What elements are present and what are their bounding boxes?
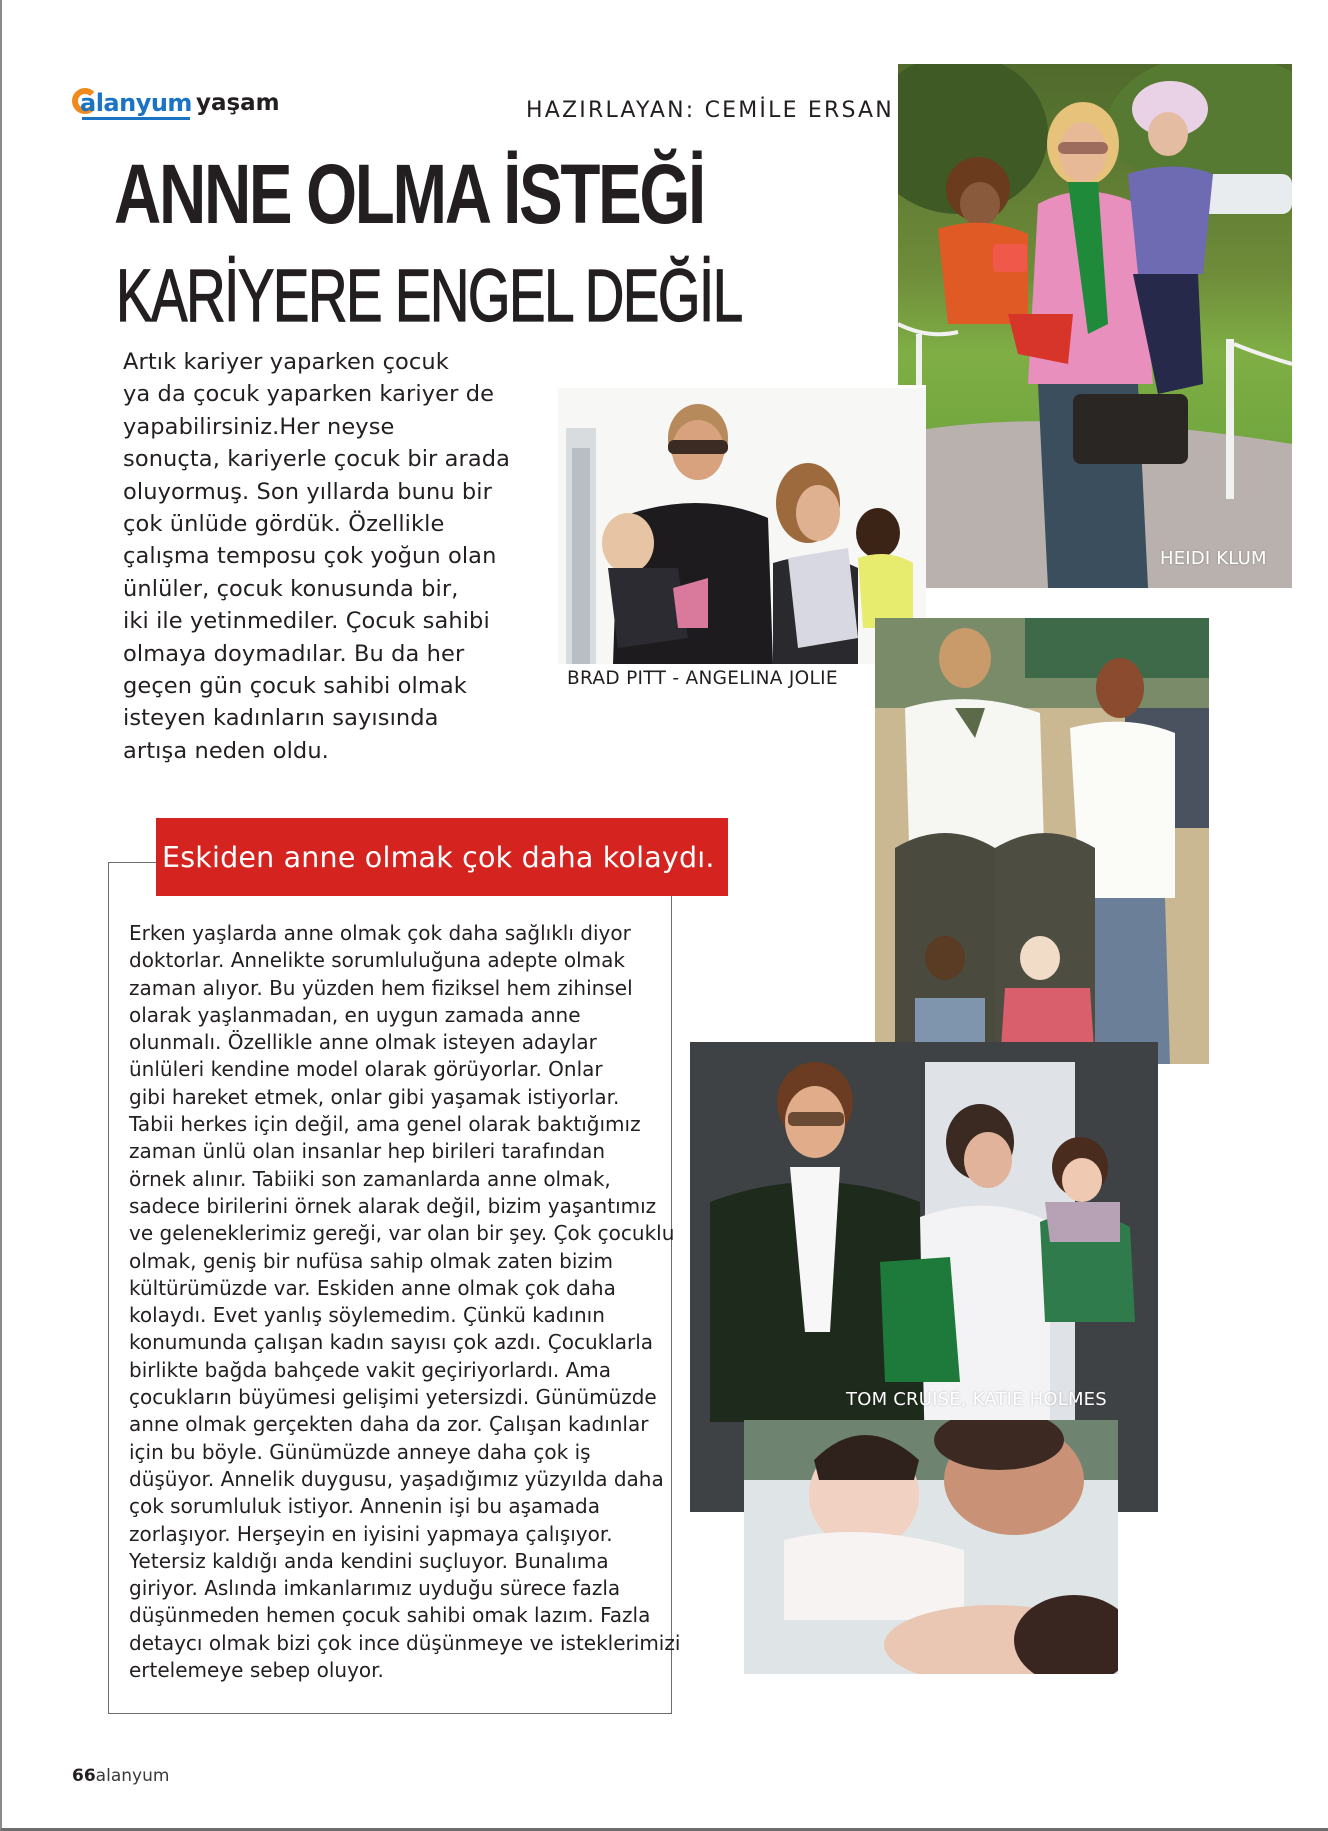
photo-brad-angelina-2 [875, 618, 1209, 1064]
article-line: ve geleneklerimiz gereği, var olan bir şey. Çok çocuklu [129, 1221, 675, 1246]
article-line: olunmalı. Özellikle anne olmak isteyen adaylar [129, 1030, 597, 1055]
section-name: yaşam [195, 90, 280, 116]
intro-line: artışa neden oldu. [123, 737, 329, 764]
article-line: zaman alıyor. Bu yüzden hem fiziksel hem zihinsel [129, 975, 633, 1000]
article-line: için bu böyle. Günümüzde anneye daha çok iş [129, 1439, 591, 1464]
intro-line: Artık kariyer yaparken çocuk [123, 349, 449, 375]
article-banner-text: Eskiden anne olmak çok daha kolaydı. [162, 840, 715, 874]
photo-heidi-klum [898, 64, 1292, 588]
article-box-corner [108, 862, 158, 863]
intro-line: olmaya doymadılar. Bu da her [123, 640, 465, 667]
article-body [129, 920, 681, 1684]
photo-icon [898, 64, 1292, 588]
article-line: gibi hareket etmek, onlar gibi yaşamak istiyorlar. [129, 1084, 620, 1109]
byline: HAZIRLAYAN: CEMİLE ERSAN [526, 98, 894, 123]
headline-line-1: ANNE OLMA İSTEĞİ [114, 147, 704, 241]
intro-line: çok ünlüde gördük. Özellikle [123, 511, 445, 538]
article-line: Erken yaşlarda anne olmak çok daha sağlıklı diyor [129, 921, 631, 945]
page-number: 66 [72, 1766, 96, 1786]
photo-caption-tom: TOM CRUISE, KATIE HOLMES [846, 1389, 1107, 1410]
intro-line: ya da çocuk yaparken kariyer de [123, 381, 495, 408]
article-line: Tabii herkes için değil, ama genel olarak baktığımız [129, 1112, 641, 1137]
intro-line: çalışma temposu çok yoğun olan [123, 543, 497, 570]
article-line: birlikte bağda bahçede vakit geçiriyorlardı. Ama [129, 1357, 612, 1382]
article-line: konumunda çalışan kadın sayısı çok azdı. Çocuklarla [129, 1330, 654, 1355]
headline-line-2: KARİYERE ENGEL DEĞİL [116, 254, 742, 337]
article-line: olarak yaşlanmadan, en uygun zamada anne [129, 1002, 581, 1027]
photo-caption-heidi: HEIDI KLUM [1160, 548, 1267, 569]
article-line: çocukların büyümesi gelişimi yetersizdi. Günümüzde [129, 1385, 657, 1410]
article-line: giriyor. Aslında imkanlarımız uyduğu sürece fazla [129, 1576, 621, 1601]
article-line: anne olmak gerçekten daha da zor. Çalışan kadınlar [129, 1412, 649, 1437]
photo-icon [558, 388, 926, 664]
article-line: zaman ünlü olan insanlar hep birileri tarafından [129, 1139, 606, 1164]
page-folio [72, 1766, 169, 1786]
article-banner [156, 818, 728, 896]
intro-line: isteyen kadınların sayısında [123, 705, 439, 732]
article-line: sadece birilerini örnek alarak değil, bizim yaşantımız [129, 1193, 657, 1218]
article-line: kolaydı. Evet yanlış söylemedim. Çünkü kadının [129, 1303, 605, 1328]
intro-line: ünlüler, çocuk konusunda bir, [123, 575, 459, 602]
photo-icon [744, 1420, 1118, 1674]
alanyum-logo-mark [72, 86, 192, 116]
article-line: düşünmeden hemen çocuk sahibi omak lazım. Fazla [129, 1603, 651, 1628]
photo-icon [875, 618, 1209, 1064]
article-line: düşüyor. Annelik duygusu, yaşadığımız yüzyılda daha [129, 1466, 664, 1491]
intro-paragraph [123, 346, 553, 767]
photo-tom-katie-2 [744, 1420, 1118, 1674]
intro-line: oluyormuş. Son yıllarda bunu bir [123, 478, 493, 505]
intro-line: geçen gün çocuk sahibi olmak [123, 673, 467, 700]
article-line: çok sorumluluk istiyor. Annenin işi bu aşamada [129, 1494, 601, 1519]
intro-line: iki ile yetinmediler. Çocuk sahibi [123, 608, 490, 635]
photo-caption-brad: BRAD PITT - ANGELINA JOLIE [567, 668, 838, 689]
article-line: örnek alınır. Tabiiki son zamanlarda anne olmak, [129, 1166, 611, 1191]
article-line: olmak, geniş bir nufüsa sahip olmak zaten bizim [129, 1248, 613, 1273]
photo-brad-angelina-1 [558, 388, 926, 664]
article-line: Yetersiz kaldığı anda kendini suçluyor. Bunalıma [129, 1548, 609, 1573]
intro-line: yapabilirsiniz.Her neyse [123, 413, 395, 440]
intro-line: sonuçta, kariyerle çocuk bir arada [123, 446, 511, 473]
article-line: ertelemeye sebep oluyor. [129, 1658, 384, 1683]
article-line: zorlaşıyor. Herşeyin en iyisini yapmaya çalışıyor. [129, 1521, 613, 1546]
article-line: doktorlar. Annelikte sorumluluğuna adepte olmak [129, 948, 625, 973]
logo-wordmark: alanyum [80, 89, 192, 117]
folio-magazine-name: alanyum [95, 1766, 170, 1786]
article-line: kültürümüzde var. Eskiden anne olmak çok daha [129, 1275, 616, 1300]
magazine-logo [72, 80, 280, 116]
article-line: ünlüleri kendine model olarak görüyorlar. Onlar [129, 1057, 603, 1082]
article-line: detaycı olmak bizi çok ince düşünmeye ve isteklerimizi [129, 1630, 681, 1655]
